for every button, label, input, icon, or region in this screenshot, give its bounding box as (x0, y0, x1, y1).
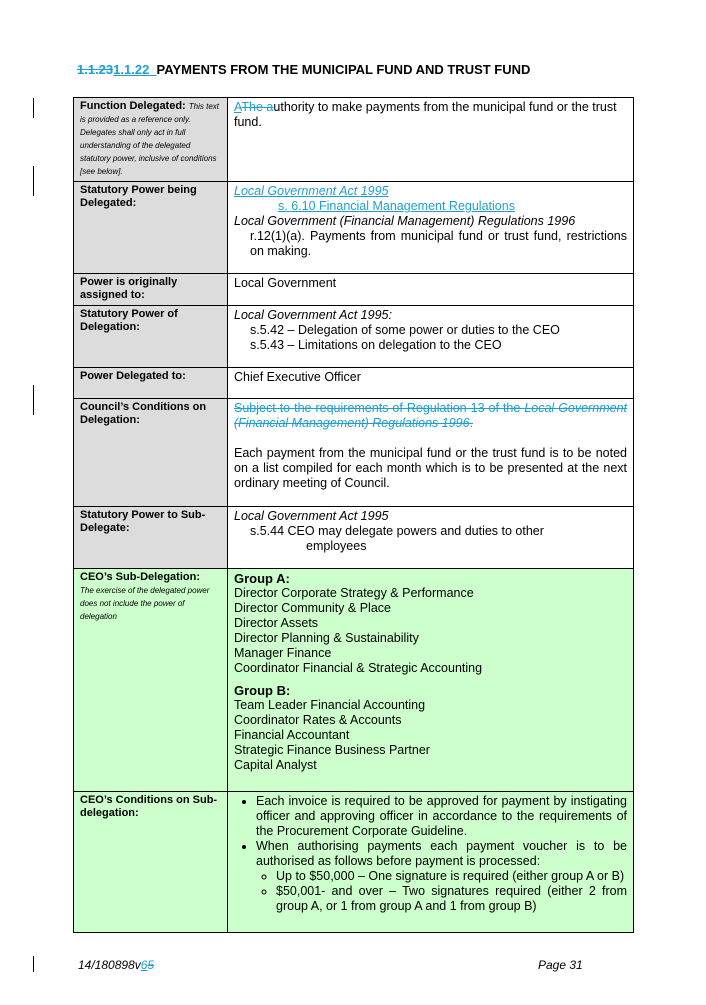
row-ceo-conditions (74, 792, 634, 933)
ceo-conditions-label: CEO’s Conditions on Sub-delegation: (80, 794, 218, 819)
label-cell (74, 274, 228, 306)
regulations-detail: r.12(1)(a). Payments from municipal fund or trust fund, restrictions on making. (250, 229, 627, 258)
label-cell (74, 569, 228, 792)
inserted-section-number: 1.1.22 (113, 62, 150, 77)
inserted-act: Local Government Act 1995 (234, 184, 389, 198)
group-a-member: Director Corporate Strategy & Performance (234, 586, 474, 600)
group-a-member: Manager Finance (234, 646, 332, 660)
inserted-text: A (234, 100, 242, 114)
section-title: PAYMENTS FROM THE MUNICIPAL FUND AND TRUST FUND (156, 62, 531, 77)
inserted-regulation: s. 6.10 Financial Management Regulations (278, 199, 515, 213)
assigned-text: Local Government (234, 276, 337, 290)
sub-power-line: s.5.44 CEO may delegate powers and duties to other (250, 524, 544, 538)
conditions-list (234, 794, 627, 914)
change-bar-1 (33, 98, 34, 118)
council-conditions-value (228, 399, 634, 507)
section-heading (77, 62, 530, 77)
statutory-label: Statutory Power being Delegated: (80, 184, 197, 209)
label-cell (74, 507, 228, 569)
group-a-title: Group A: (234, 571, 290, 586)
function-text: uthority to make payments from the municipal fund or the trust fund. (234, 100, 617, 129)
delegated-to-value (228, 368, 634, 399)
deleted-text: Local Government (Financial Management) Regulations 1996 (234, 401, 627, 430)
group-b-member: Capital Analyst (234, 758, 317, 772)
label-cell (74, 306, 228, 368)
row-function-delegated (74, 98, 634, 182)
signature-rule: ◦ Up to $50,000 – One signature is required (either group A or B) (276, 869, 627, 884)
delegated-to-label: Power Delegated to: (80, 370, 186, 382)
group-b-member: Team Leader Financial Accounting (234, 698, 426, 712)
ceo-sub-label: CEO’s Sub-Delegation: (80, 571, 200, 583)
assigned-label: Power is originally assigned to: (80, 276, 178, 301)
signature-rule: ◦ $50,001- and over – Two signatures required (either 2 from group A, or 1 from group A and 1 from group B) (276, 884, 627, 914)
row-council-conditions (74, 399, 634, 507)
label-cell (74, 792, 228, 933)
deleted-text: Subject to the requirements of Regulation 13 of the (234, 401, 525, 415)
row-assigned-to (74, 274, 634, 306)
group-a-member: Director Planning & Sustainability (234, 631, 419, 645)
delegation-act: Local Government Act 1995: (234, 308, 392, 322)
delegation-item: s.5.42 – Delegation of some power or duties to the CEO (250, 323, 560, 337)
deleted-condition (234, 401, 627, 431)
group-b-member: Financial Accountant (234, 728, 350, 742)
council-conditions-label: Council’s Conditions on Delegation: (80, 401, 207, 426)
group-b-member: Strategic Finance Business Partner (234, 743, 430, 757)
deleted-text: . (469, 416, 474, 430)
row-sub-delegate-power (74, 507, 634, 569)
row-delegated-to (74, 368, 634, 399)
sub-power-value (228, 507, 634, 569)
group-a-member: Director Community & Place (234, 601, 391, 615)
sub-power-act: Local Government Act 1995 (234, 509, 389, 523)
condition-item (256, 839, 627, 914)
group-b-member: Coordinator Rates & Accounts (234, 713, 402, 727)
sub-power-label: Statutory Power to Sub-Delegate: (80, 509, 206, 534)
delegation-table (73, 97, 634, 933)
delegation-power-label: Statutory Power of Delegation: (80, 308, 178, 333)
deleted-version: 5 (147, 958, 155, 972)
sub-power-line: employees (306, 539, 367, 553)
signature-rules (256, 869, 627, 914)
row-power-of-delegation (74, 306, 634, 368)
function-note: This text is provided as a reference only. Delegates shall only act in full understanding of the delegated statutory power, inclusive of conditions [see below]. (80, 102, 220, 176)
deleted-section-number: 1.1.23 (77, 62, 114, 77)
delegation-power-value (228, 306, 634, 368)
row-statutory-power (74, 182, 634, 274)
change-bar-4 (33, 956, 34, 972)
change-bar-2 (33, 166, 34, 196)
function-label: Function Delegated: (80, 100, 186, 112)
delegation-item: s.5.43 – Limitations on delegation to the CEO (250, 338, 502, 352)
page-number: Page 31 (538, 958, 583, 972)
change-bar-3 (33, 385, 34, 415)
delegated-to-text: Chief Executive Officer (234, 370, 361, 384)
council-condition-text: Each payment from the municipal fund or the trust fund is to be noted on a list compiled for each month which is to be presented at the next ordinary meeting of Council. (234, 446, 627, 490)
group-a-member: Coordinator Financial & Strategic Accounting (234, 661, 483, 675)
regulations-title: Local Government (Financial Management) Regulations 1996 (234, 214, 576, 228)
ceo-sub-note: The exercise of the delegated power does not include the power of delegation (80, 586, 210, 621)
label-cell (74, 98, 228, 182)
deleted-text: The a (241, 100, 274, 114)
function-value (228, 98, 634, 182)
ceo-sub-value (228, 569, 634, 792)
label-cell (74, 182, 228, 274)
statutory-value (228, 182, 634, 274)
group-a-member: Director Assets (234, 616, 319, 630)
assigned-value (228, 274, 634, 306)
label-cell (74, 368, 228, 399)
condition-item: • Each invoice is required to be approved for payment by instigating officer and approving officer in accordance to the requirements of the Procurement Corporate Guideline. (256, 794, 627, 839)
condition-text: When authorising payments each payment voucher is to be authorised as follows before payment is processed: (256, 839, 627, 868)
row-ceo-sub-delegation (74, 569, 634, 792)
label-cell (74, 399, 228, 507)
ceo-conditions-value (228, 792, 634, 933)
doc-number-text: 14/180898v (78, 958, 141, 972)
document-number (78, 958, 154, 972)
inserted-version: 6 (140, 958, 148, 972)
group-b-title: Group B: (234, 683, 291, 698)
